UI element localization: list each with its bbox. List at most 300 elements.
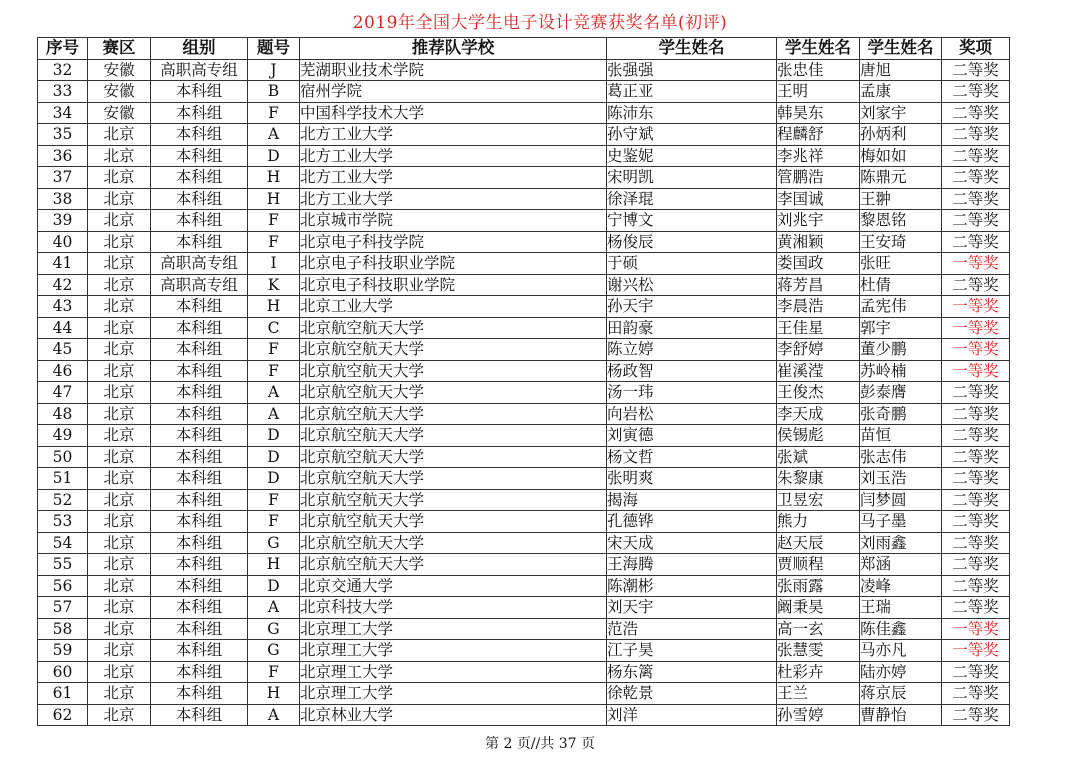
- cell-student-2: 阚秉昊: [777, 597, 860, 619]
- table-row: [38, 425, 1010, 447]
- cell-problem: F: [248, 339, 300, 361]
- cell-problem: B: [248, 81, 300, 103]
- cell-index: 39: [38, 210, 88, 232]
- cell-award: 二等奖: [942, 403, 1010, 425]
- cell-problem: F: [248, 231, 300, 253]
- cell-student-2: 卫昱宏: [777, 489, 860, 511]
- cell-student-3: 曹静怡: [860, 704, 942, 726]
- cell-group: 高职高专组: [151, 274, 248, 296]
- cell-problem: J: [248, 59, 300, 81]
- cell-student-2: 王明: [777, 81, 860, 103]
- cell-region: 安徽: [88, 81, 151, 103]
- cell-student-2: 朱黎康: [777, 468, 860, 490]
- cell-student-3: 张奇鹏: [860, 403, 942, 425]
- cell-index: 59: [38, 640, 88, 662]
- cell-student-1: 杨政智: [607, 360, 777, 382]
- header-school: 推荐队学校: [300, 38, 607, 60]
- table-row: [38, 446, 1010, 468]
- table-row: [38, 683, 1010, 705]
- header-index: 序号: [38, 38, 88, 60]
- cell-award: 二等奖: [942, 468, 1010, 490]
- cell-group: 本科组: [151, 317, 248, 339]
- cell-student-3: 张旺: [860, 253, 942, 275]
- cell-student-2: 孙雪婷: [777, 704, 860, 726]
- cell-student-3: 苏岭楠: [860, 360, 942, 382]
- cell-region: 北京: [88, 575, 151, 597]
- cell-school: 北京电子科技学院: [300, 231, 607, 253]
- cell-award: 二等奖: [942, 532, 1010, 554]
- cell-index: 57: [38, 597, 88, 619]
- cell-problem: F: [248, 360, 300, 382]
- header-problem: 题号: [248, 38, 300, 60]
- cell-region: 北京: [88, 231, 151, 253]
- cell-student-2: 张雨露: [777, 575, 860, 597]
- cell-student-3: 刘雨鑫: [860, 532, 942, 554]
- table-row: [38, 296, 1010, 318]
- cell-student-1: 葛正亚: [607, 81, 777, 103]
- cell-award: 二等奖: [942, 489, 1010, 511]
- cell-school: 北方工业大学: [300, 188, 607, 210]
- cell-group: 本科组: [151, 231, 248, 253]
- cell-school: 北京理工大学: [300, 640, 607, 662]
- cell-problem: D: [248, 446, 300, 468]
- cell-school: 北京航空航天大学: [300, 554, 607, 576]
- cell-region: 北京: [88, 253, 151, 275]
- cell-award: 二等奖: [942, 704, 1010, 726]
- cell-group: 本科组: [151, 403, 248, 425]
- cell-index: 36: [38, 145, 88, 167]
- cell-region: 北京: [88, 468, 151, 490]
- table-row: [38, 210, 1010, 232]
- cell-award: 一等奖: [942, 253, 1010, 275]
- cell-problem: F: [248, 102, 300, 124]
- cell-school: 北京科技大学: [300, 597, 607, 619]
- cell-group: 本科组: [151, 618, 248, 640]
- cell-index: 53: [38, 511, 88, 533]
- cell-region: 北京: [88, 360, 151, 382]
- header-group: 组别: [151, 38, 248, 60]
- cell-student-2: 刘兆宇: [777, 210, 860, 232]
- cell-student-3: 孙炳利: [860, 124, 942, 146]
- cell-student-3: 陆亦婷: [860, 661, 942, 683]
- cell-group: 本科组: [151, 339, 248, 361]
- cell-region: 北京: [88, 167, 151, 189]
- cell-school: 北京电子科技职业学院: [300, 274, 607, 296]
- cell-group: 本科组: [151, 489, 248, 511]
- cell-student-2: 贾顺程: [777, 554, 860, 576]
- cell-index: 32: [38, 59, 88, 81]
- cell-school: 北京航空航天大学: [300, 468, 607, 490]
- table-row: [38, 597, 1010, 619]
- cell-student-1: 孙守斌: [607, 124, 777, 146]
- cell-group: 本科组: [151, 683, 248, 705]
- cell-group: 本科组: [151, 124, 248, 146]
- cell-group: 本科组: [151, 554, 248, 576]
- cell-group: 高职高专组: [151, 253, 248, 275]
- cell-award: 一等奖: [942, 640, 1010, 662]
- cell-student-1: 揭海: [607, 489, 777, 511]
- cell-student-3: 梅如如: [860, 145, 942, 167]
- cell-region: 北京: [88, 661, 151, 683]
- cell-region: 北京: [88, 704, 151, 726]
- table-row: [38, 360, 1010, 382]
- cell-index: 54: [38, 532, 88, 554]
- table-row: [38, 382, 1010, 404]
- cell-student-1: 于硕: [607, 253, 777, 275]
- cell-region: 北京: [88, 296, 151, 318]
- cell-school: 芜湖职业技术学院: [300, 59, 607, 81]
- cell-index: 41: [38, 253, 88, 275]
- cell-group: 本科组: [151, 597, 248, 619]
- cell-student-3: 苗恒: [860, 425, 942, 447]
- cell-region: 北京: [88, 210, 151, 232]
- cell-problem: H: [248, 167, 300, 189]
- cell-problem: G: [248, 640, 300, 662]
- cell-problem: H: [248, 188, 300, 210]
- cell-group: 本科组: [151, 704, 248, 726]
- table-header-row: [38, 38, 1010, 60]
- cell-student-2: 王俊杰: [777, 382, 860, 404]
- cell-region: 北京: [88, 124, 151, 146]
- cell-student-1: 陈立婷: [607, 339, 777, 361]
- cell-student-2: 杜彩卉: [777, 661, 860, 683]
- cell-group: 本科组: [151, 210, 248, 232]
- cell-student-3: 郭宇: [860, 317, 942, 339]
- cell-group: 本科组: [151, 382, 248, 404]
- table-row: [38, 317, 1010, 339]
- cell-region: 北京: [88, 554, 151, 576]
- cell-award: 二等奖: [942, 124, 1010, 146]
- cell-student-3: 董少鹏: [860, 339, 942, 361]
- cell-student-2: 程麟舒: [777, 124, 860, 146]
- cell-award: 二等奖: [942, 511, 1010, 533]
- cell-school: 北方工业大学: [300, 124, 607, 146]
- cell-school: 北京航空航天大学: [300, 382, 607, 404]
- table-row: [38, 489, 1010, 511]
- cell-group: 本科组: [151, 188, 248, 210]
- cell-group: 本科组: [151, 511, 248, 533]
- cell-index: 45: [38, 339, 88, 361]
- cell-index: 40: [38, 231, 88, 253]
- table-row: [38, 554, 1010, 576]
- cell-problem: F: [248, 489, 300, 511]
- cell-student-2: 张慧雯: [777, 640, 860, 662]
- cell-student-2: 黄湘颖: [777, 231, 860, 253]
- table-row: [38, 231, 1010, 253]
- cell-student-1: 孙天宇: [607, 296, 777, 318]
- cell-group: 本科组: [151, 446, 248, 468]
- cell-region: 北京: [88, 532, 151, 554]
- cell-student-2: 李舒婷: [777, 339, 860, 361]
- cell-group: 本科组: [151, 425, 248, 447]
- cell-student-1: 宋明凯: [607, 167, 777, 189]
- cell-problem: D: [248, 425, 300, 447]
- header-award: 奖项: [942, 38, 1010, 60]
- cell-award: 一等奖: [942, 360, 1010, 382]
- cell-student-1: 史鉴妮: [607, 145, 777, 167]
- cell-student-1: 范浩: [607, 618, 777, 640]
- table-row: [38, 339, 1010, 361]
- cell-student-3: 张志伟: [860, 446, 942, 468]
- cell-student-2: 管鹏浩: [777, 167, 860, 189]
- cell-region: 北京: [88, 188, 151, 210]
- cell-school: 北京工业大学: [300, 296, 607, 318]
- cell-school: 北京航空航天大学: [300, 360, 607, 382]
- cell-award: 一等奖: [942, 317, 1010, 339]
- cell-group: 本科组: [151, 296, 248, 318]
- cell-award: 二等奖: [942, 661, 1010, 683]
- cell-student-2: 王佳星: [777, 317, 860, 339]
- cell-student-1: 刘寅德: [607, 425, 777, 447]
- cell-index: 58: [38, 618, 88, 640]
- cell-student-1: 张明爽: [607, 468, 777, 490]
- cell-student-1: 江子昊: [607, 640, 777, 662]
- table-row: [38, 167, 1010, 189]
- cell-student-3: 郑涵: [860, 554, 942, 576]
- cell-award: 二等奖: [942, 274, 1010, 296]
- cell-school: 北方工业大学: [300, 145, 607, 167]
- cell-student-1: 孔德铧: [607, 511, 777, 533]
- cell-student-3: 马子墨: [860, 511, 942, 533]
- cell-problem: H: [248, 683, 300, 705]
- cell-award: 二等奖: [942, 554, 1010, 576]
- cell-group: 本科组: [151, 640, 248, 662]
- cell-school: 北京航空航天大学: [300, 489, 607, 511]
- cell-school: 北京航空航天大学: [300, 511, 607, 533]
- cell-school: 北京理工大学: [300, 683, 607, 705]
- cell-student-1: 陈潮彬: [607, 575, 777, 597]
- header-student-2: 学生姓名: [777, 38, 860, 60]
- cell-award: 二等奖: [942, 81, 1010, 103]
- cell-student-1: 陈沛东: [607, 102, 777, 124]
- cell-group: 本科组: [151, 102, 248, 124]
- cell-school: 北京航空航天大学: [300, 339, 607, 361]
- cell-school: 北京交通大学: [300, 575, 607, 597]
- cell-problem: I: [248, 253, 300, 275]
- cell-region: 北京: [88, 640, 151, 662]
- cell-group: 本科组: [151, 145, 248, 167]
- table-row: [38, 704, 1010, 726]
- cell-student-2: 赵天辰: [777, 532, 860, 554]
- table-row: [38, 575, 1010, 597]
- cell-student-2: 侯锡彪: [777, 425, 860, 447]
- cell-index: 49: [38, 425, 88, 447]
- cell-student-1: 刘天宇: [607, 597, 777, 619]
- cell-group: 高职高专组: [151, 59, 248, 81]
- cell-school: 北京电子科技职业学院: [300, 253, 607, 275]
- cell-index: 47: [38, 382, 88, 404]
- cell-group: 本科组: [151, 360, 248, 382]
- table-row: [38, 124, 1010, 146]
- cell-student-1: 徐乾景: [607, 683, 777, 705]
- cell-problem: G: [248, 532, 300, 554]
- cell-award: 二等奖: [942, 446, 1010, 468]
- cell-student-3: 彭泰膺: [860, 382, 942, 404]
- cell-index: 51: [38, 468, 88, 490]
- table-row: [38, 661, 1010, 683]
- cell-problem: H: [248, 296, 300, 318]
- cell-group: 本科组: [151, 167, 248, 189]
- table-row: [38, 102, 1010, 124]
- cell-student-3: 孟宪伟: [860, 296, 942, 318]
- cell-school: 北京航空航天大学: [300, 446, 607, 468]
- cell-region: 北京: [88, 274, 151, 296]
- cell-problem: D: [248, 468, 300, 490]
- cell-school: 北京航空航天大学: [300, 403, 607, 425]
- table-row: [38, 145, 1010, 167]
- cell-student-2: 李兆祥: [777, 145, 860, 167]
- page-footer: 第 2 页//共 37 页: [485, 736, 595, 752]
- header-student-1: 学生姓名: [607, 38, 777, 60]
- cell-award: 二等奖: [942, 597, 1010, 619]
- table-row: [38, 532, 1010, 554]
- cell-student-2: 张忠佳: [777, 59, 860, 81]
- cell-index: 42: [38, 274, 88, 296]
- cell-student-1: 宁博文: [607, 210, 777, 232]
- cell-student-3: 刘玉浩: [860, 468, 942, 490]
- cell-student-3: 陈佳鑫: [860, 618, 942, 640]
- cell-student-1: 徐泽琨: [607, 188, 777, 210]
- table-row: [38, 59, 1010, 81]
- header-region: 赛区: [88, 38, 151, 60]
- cell-region: 北京: [88, 446, 151, 468]
- cell-problem: F: [248, 511, 300, 533]
- cell-index: 60: [38, 661, 88, 683]
- cell-school: 北京航空航天大学: [300, 532, 607, 554]
- cell-student-3: 王瑞: [860, 597, 942, 619]
- cell-student-1: 谢兴松: [607, 274, 777, 296]
- cell-student-2: 韩昊东: [777, 102, 860, 124]
- cell-student-2: 娄国政: [777, 253, 860, 275]
- cell-region: 北京: [88, 683, 151, 705]
- cell-student-2: 高一玄: [777, 618, 860, 640]
- cell-student-3: 杜倩: [860, 274, 942, 296]
- cell-index: 37: [38, 167, 88, 189]
- cell-student-3: 黎恩铭: [860, 210, 942, 232]
- cell-school: 北京航空航天大学: [300, 425, 607, 447]
- table-row: [38, 253, 1010, 275]
- cell-student-1: 汤一玮: [607, 382, 777, 404]
- cell-school: 北京林业大学: [300, 704, 607, 726]
- table-row: [38, 618, 1010, 640]
- cell-student-3: 凌峰: [860, 575, 942, 597]
- cell-region: 北京: [88, 339, 151, 361]
- cell-school: 中国科学技术大学: [300, 102, 607, 124]
- cell-student-2: 蒋芳昌: [777, 274, 860, 296]
- cell-school: 北京理工大学: [300, 618, 607, 640]
- cell-problem: A: [248, 124, 300, 146]
- cell-student-3: 闫梦圆: [860, 489, 942, 511]
- table-row: [38, 81, 1010, 103]
- cell-student-3: 陈鼎元: [860, 167, 942, 189]
- table-row: [38, 274, 1010, 296]
- cell-school: 北京航空航天大学: [300, 317, 607, 339]
- cell-region: 北京: [88, 511, 151, 533]
- cell-award: 二等奖: [942, 382, 1010, 404]
- cell-region: 北京: [88, 425, 151, 447]
- cell-problem: K: [248, 274, 300, 296]
- cell-problem: F: [248, 661, 300, 683]
- table-row: [38, 511, 1010, 533]
- cell-index: 43: [38, 296, 88, 318]
- cell-region: 安徽: [88, 59, 151, 81]
- cell-student-1: 杨文哲: [607, 446, 777, 468]
- cell-award: 二等奖: [942, 59, 1010, 81]
- cell-award: 二等奖: [942, 231, 1010, 253]
- cell-award: 二等奖: [942, 102, 1010, 124]
- cell-group: 本科组: [151, 532, 248, 554]
- cell-problem: F: [248, 210, 300, 232]
- cell-student-1: 宋天成: [607, 532, 777, 554]
- cell-index: 56: [38, 575, 88, 597]
- cell-index: 33: [38, 81, 88, 103]
- cell-student-1: 杨俊辰: [607, 231, 777, 253]
- cell-region: 北京: [88, 145, 151, 167]
- cell-student-3: 孟康: [860, 81, 942, 103]
- cell-student-3: 刘家宇: [860, 102, 942, 124]
- cell-student-1: 田韵豪: [607, 317, 777, 339]
- cell-index: 61: [38, 683, 88, 705]
- table-body: [38, 59, 1010, 726]
- awards-table: [37, 37, 1010, 726]
- cell-student-2: 张斌: [777, 446, 860, 468]
- cell-problem: A: [248, 382, 300, 404]
- cell-student-2: 王兰: [777, 683, 860, 705]
- table-row: [38, 403, 1010, 425]
- cell-student-2: 崔溪滢: [777, 360, 860, 382]
- cell-problem: A: [248, 704, 300, 726]
- cell-index: 46: [38, 360, 88, 382]
- cell-student-2: 李晨浩: [777, 296, 860, 318]
- cell-award: 一等奖: [942, 296, 1010, 318]
- cell-group: 本科组: [151, 661, 248, 683]
- cell-problem: A: [248, 597, 300, 619]
- table-row: [38, 188, 1010, 210]
- table-row: [38, 468, 1010, 490]
- cell-group: 本科组: [151, 81, 248, 103]
- cell-index: 52: [38, 489, 88, 511]
- cell-award: 二等奖: [942, 683, 1010, 705]
- cell-student-2: 李天成: [777, 403, 860, 425]
- cell-group: 本科组: [151, 468, 248, 490]
- cell-award: 二等奖: [942, 210, 1010, 232]
- cell-award: 二等奖: [942, 167, 1010, 189]
- cell-problem: C: [248, 317, 300, 339]
- cell-award: 一等奖: [942, 339, 1010, 361]
- cell-index: 50: [38, 446, 88, 468]
- cell-problem: G: [248, 618, 300, 640]
- cell-region: 北京: [88, 618, 151, 640]
- cell-index: 48: [38, 403, 88, 425]
- cell-problem: D: [248, 145, 300, 167]
- cell-student-1: 张强强: [607, 59, 777, 81]
- cell-school: 宿州学院: [300, 81, 607, 103]
- cell-award: 二等奖: [942, 188, 1010, 210]
- cell-school: 北方工业大学: [300, 167, 607, 189]
- cell-problem: D: [248, 575, 300, 597]
- cell-award: 一等奖: [942, 618, 1010, 640]
- cell-award: 二等奖: [942, 575, 1010, 597]
- header-student-3: 学生姓名: [860, 38, 942, 60]
- cell-student-2: 熊力: [777, 511, 860, 533]
- cell-student-3: 王安琦: [860, 231, 942, 253]
- cell-problem: H: [248, 554, 300, 576]
- document-title: 2019年全国大学生电子设计竞赛获奖名单(初评): [352, 13, 728, 33]
- cell-index: 55: [38, 554, 88, 576]
- cell-index: 62: [38, 704, 88, 726]
- cell-student-2: 李国诚: [777, 188, 860, 210]
- cell-school: 北京理工大学: [300, 661, 607, 683]
